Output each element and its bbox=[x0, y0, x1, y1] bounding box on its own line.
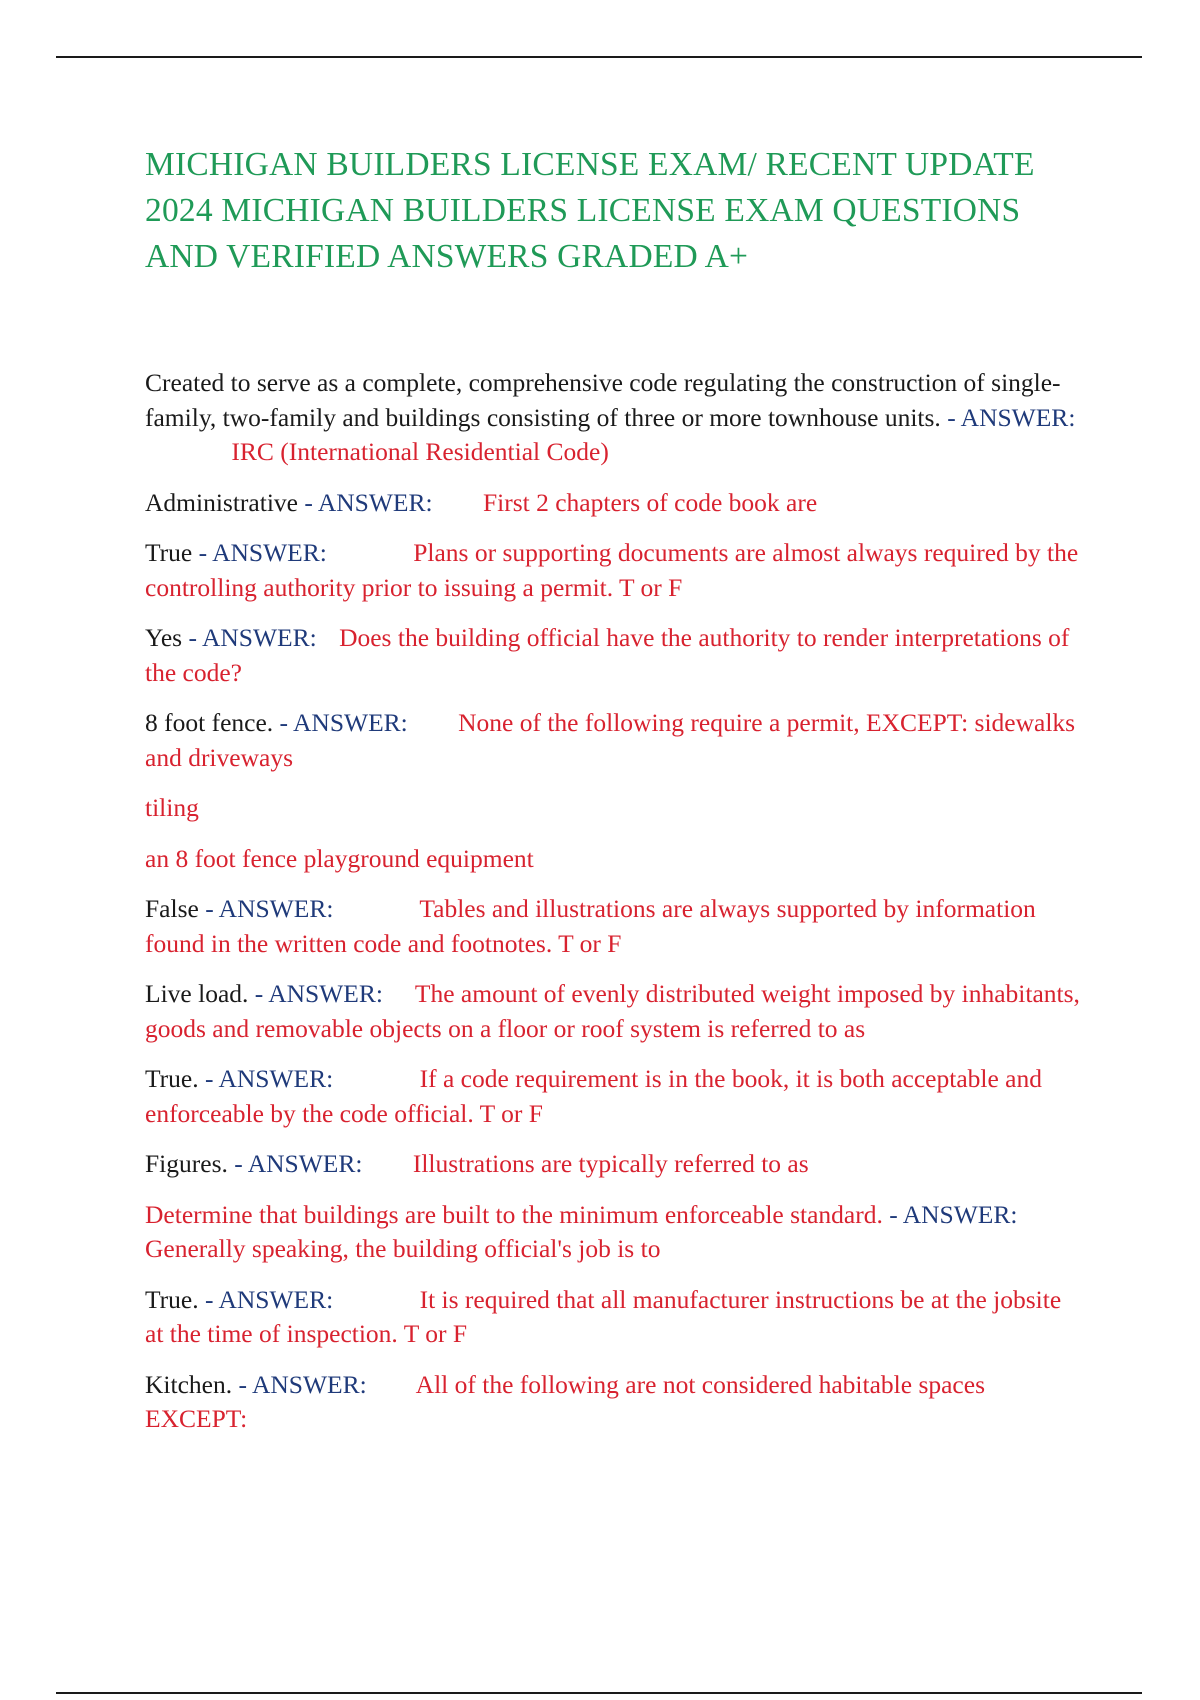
answer-marker: - ANSWER: bbox=[238, 1369, 367, 1399]
qa-item bbox=[145, 486, 1085, 521]
qa-definition: All of the following are not considered habitable spaces EXCEPT: bbox=[145, 1369, 985, 1433]
qa-definition: It is required that all manufacturer instructions be at the jobsite at the time of inspection. T or F bbox=[145, 1284, 1062, 1348]
qa-term: True. bbox=[145, 1064, 199, 1093]
qa-item bbox=[145, 1283, 1085, 1352]
qa-definition: The amount of evenly distributed weight imposed by inhabitants, goods and removable objects on a floor or roof system is referred to as bbox=[145, 979, 1080, 1043]
top-rule bbox=[56, 56, 1142, 58]
qa-term: Live load. bbox=[145, 979, 249, 1008]
qa-term: Determine that buildings are built to the minimum enforceable standard. bbox=[145, 1199, 883, 1229]
qa-definition: Generally speaking, the building official's job is to bbox=[145, 1234, 661, 1263]
qa-term: Created to serve as a complete, comprehensive code regulating the construction of single-family, two-family and buildings consisting of three or more townhouse units. bbox=[145, 368, 1061, 432]
qa-item bbox=[145, 1368, 1085, 1437]
answer-marker: - ANSWER: bbox=[205, 894, 334, 923]
qa-item bbox=[145, 536, 1085, 605]
bottom-rule bbox=[56, 1692, 1142, 1694]
qa-term: False bbox=[145, 894, 199, 923]
qa-term: Figures. bbox=[145, 1149, 228, 1178]
qa-term: Administrative bbox=[145, 487, 298, 517]
qa-definition: IRC (International Residential Code) bbox=[231, 437, 609, 466]
qa-term: 8 foot fence. bbox=[145, 708, 274, 737]
qa-item bbox=[145, 892, 1085, 961]
answer-marker: - ANSWER: bbox=[205, 1064, 334, 1093]
answer-marker: - ANSWER: bbox=[279, 708, 408, 737]
qa-item bbox=[145, 706, 1085, 775]
qa-definition: First 2 chapters of code book are bbox=[482, 487, 818, 517]
qa-definition: Tables and illustrations are always supported by information found in the written code and footnotes. T or F bbox=[145, 894, 1036, 958]
qa-definition: If a code requirement is in the book, it is both acceptable and enforceable by the code official. T or F bbox=[145, 1064, 1043, 1128]
answer-marker: - ANSWER: bbox=[234, 1149, 363, 1178]
document-title: MICHIGAN BUILDERS LICENSE EXAM/ RECENT UPDATE 2024 MICHIGAN BUILDERS LICENSE EXAM QUESTIONS AND VERIFIED ANSWERS GRADED A+ bbox=[145, 146, 1035, 275]
qa-definition: Illustrations are typically referred to as bbox=[412, 1149, 809, 1178]
qa-item bbox=[145, 366, 1085, 470]
qa-definition: Does the building official have the authority to render interpretations of the code? bbox=[145, 623, 1070, 687]
qa-definition: Plans or supporting documents are almost always required by the controlling authority prior to issuing a permit. T or F bbox=[145, 538, 1079, 602]
answer-marker: - ANSWER: bbox=[188, 623, 317, 652]
answer-marker: - ANSWER: bbox=[198, 538, 327, 567]
continuation-line: an 8 foot fence playground equipment bbox=[145, 843, 534, 873]
answer-marker: - ANSWER: bbox=[947, 402, 1076, 432]
qa-term: True. bbox=[145, 1284, 199, 1314]
document-body bbox=[145, 142, 1085, 1453]
qa-term: True bbox=[145, 538, 193, 567]
qa-item bbox=[145, 1062, 1085, 1131]
answer-marker: - ANSWER: bbox=[254, 979, 383, 1008]
qa-item bbox=[145, 1147, 1085, 1182]
qa-item bbox=[145, 621, 1085, 690]
qa-item bbox=[145, 977, 1085, 1046]
answer-marker: - ANSWER: bbox=[304, 487, 433, 517]
qa-term: Yes bbox=[145, 623, 183, 652]
continuation-line: tiling bbox=[145, 793, 199, 822]
qa-item bbox=[145, 1198, 1085, 1267]
answer-marker: - ANSWER: bbox=[889, 1199, 1018, 1229]
qa-definition: None of the following require a permit, EXCEPT: sidewalks and driveways bbox=[145, 708, 1076, 772]
answer-marker: - ANSWER: bbox=[205, 1284, 334, 1314]
qa-term: Kitchen. bbox=[145, 1369, 233, 1399]
